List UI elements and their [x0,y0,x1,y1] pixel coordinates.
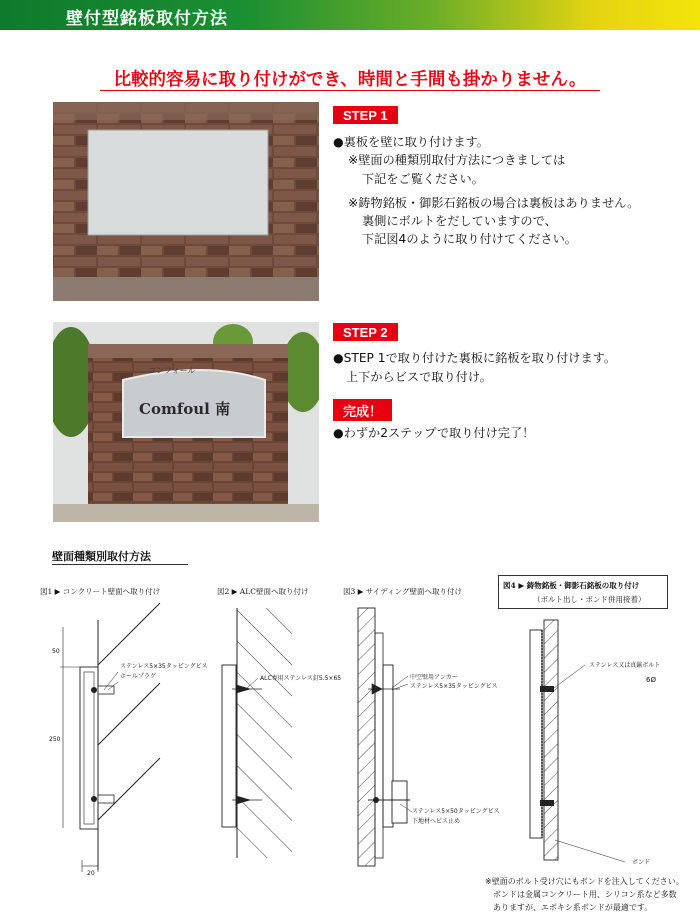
step2-line: ●STEP 1で取り付けた裏板に銘板を取り付けます。 [333,351,617,365]
note-line: ありますが、エポキシ系ボンドが最適です。 [493,903,653,912]
headline-underline [100,90,600,91]
section-underline [52,564,188,565]
fig3-label-screw1: ステンレス5×35タッピングビス [410,683,498,690]
mounting-diagrams [0,600,700,880]
fig2-label-nail: ALC専用ステンレス釘5.5×65 [260,675,342,682]
fig4-label-bolt: ステンレス又は真鍮ボルト [589,662,661,669]
fig3-label-base: 下地材へビス止め [412,818,461,825]
done-badge: 完成！ [333,399,392,421]
note-line: ボンドは金属コンクリート用、シリコン系など多数 [493,890,677,899]
fig4-subtitle: （ボルト出し・ボンド併用接着） [533,595,646,604]
fig4-label-size: 6Ø [646,676,656,684]
step1-line: ●裏板を壁に取り付けます。 [333,135,489,149]
step1-line: 下記をご覧ください。 [362,172,484,186]
fig1-title: 図1 ▶ コンクリート壁面へ取り付け [40,587,161,596]
step1-badge: STEP 1 [333,106,398,124]
fig1-label-screw: ステンレス5×35タッピングビス [120,663,208,670]
step2-photo [53,322,319,522]
done-line: ●わずか2ステップで取り付け完了！ [333,426,535,440]
step1-line: 下記図4のように取り付けてください。 [362,232,577,246]
sign-top-text: コンフォール [148,366,196,375]
page-title: 壁付型銘板取付方法 [66,9,228,29]
step1-line: ※鋳物銘板・御影石銘板の場合は裏板はありません。 [348,196,640,210]
step1-photo [53,102,319,301]
sign-main-text: Comfoul 南 [139,400,231,418]
fig4-title: 図4 ▶ 鋳物銘板・御影石銘板の取り付け [503,581,640,590]
fig1-dim-bottom: 20 [87,870,95,877]
step1-line: ※壁面の種類別取付方法につきましては [348,153,566,167]
fig3-label-anchor: 中空壁用アンカー [410,674,458,681]
step1-line: 裏側にボルトをだしていますので、 [362,214,557,228]
fig1-dim-mid: 250 [49,736,61,743]
fig1-label-plug: ホールプラグ [120,673,156,680]
fig1-dim-top: 50 [52,648,60,655]
step2-badge: STEP 2 [333,323,398,341]
step2-line: 上下からビスで取り付け。 [346,370,492,384]
fig3-label-screw2: ステンレス5×50タッピングビス [412,808,500,815]
headline: 比較的容易に取り付けができ、時間と手間も掛かりません。 [113,70,587,90]
note-line: ※壁面のボルト受け穴にもボンドを注入してください。 [485,877,684,886]
fig3-title: 図3 ▶ サイディング壁面へ取り付け [343,587,463,596]
fig2-title: 図2 ▶ ALC壁面へ取り付け [217,587,309,596]
fig4-label-bond: ボンド [632,859,651,866]
section-title: 壁面種類別取付方法 [52,550,151,563]
